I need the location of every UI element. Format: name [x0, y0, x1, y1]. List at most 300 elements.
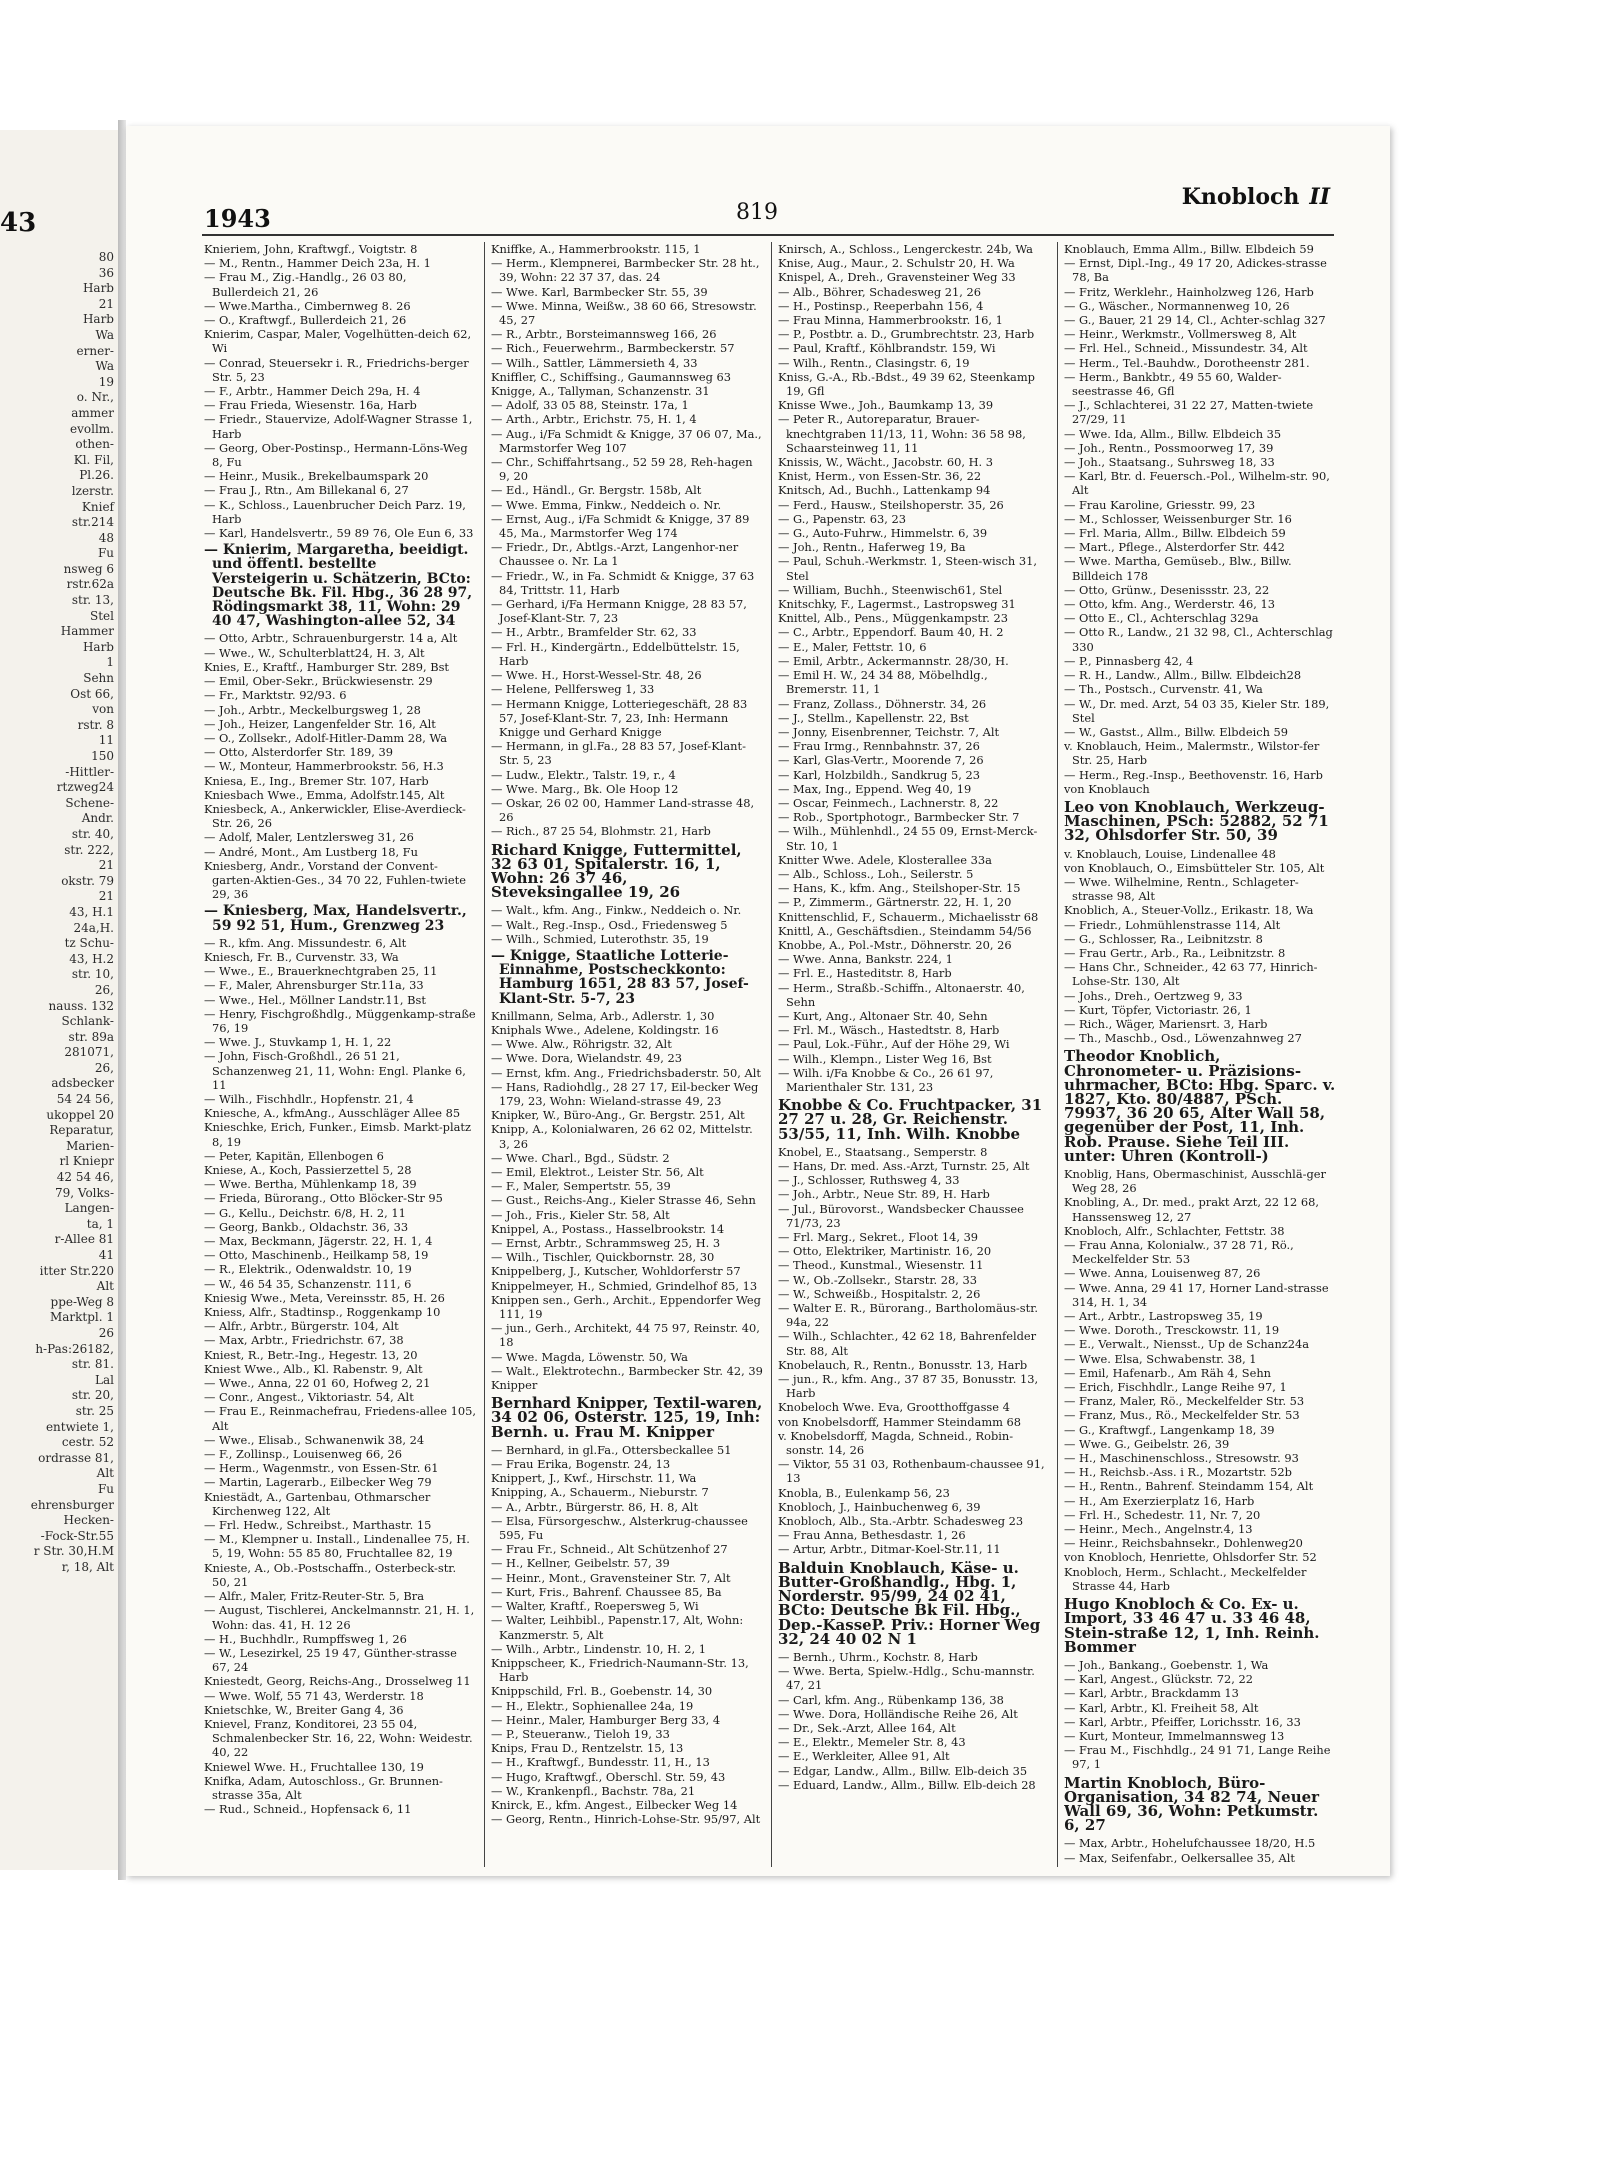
adjacent-page-line: 21	[98, 889, 114, 904]
directory-entry: — Ernst, kfm. Ang., Friedrichsbaderstr. 50, Alt	[491, 1065, 761, 1080]
directory-entry: Leo von Knoblauch, Werkzeug-Maschinen, PSch: 52882, 52 71 32, Ohlsdorfer Str. 50, 39	[1064, 797, 1329, 845]
directory-entry: — Karl, Arbtr., Brackdamm 13	[1064, 1686, 1239, 1701]
directory-entry: — Wwe. Dora, Wielandstr. 49, 23	[491, 1051, 682, 1066]
directory-entry: — Herm., Wagenmstr., von Essen-Str. 61	[204, 1461, 439, 1476]
adjacent-page-line: rl Kniepr	[59, 1154, 114, 1169]
directory-entry: — A., Arbtr., Bürgerstr. 86, H. 8, Alt	[491, 1499, 699, 1514]
directory-entry: Martin Knobloch, Büro-Organisation, 34 82 74, Neuer Wall 69, 36, Wohn: Petkumstr. 6, 27	[1064, 1773, 1320, 1835]
directory-entry: Knies, E., Kraftf., Hamburger Str. 289, Bst	[204, 659, 449, 674]
directory-entry: — Wwe., E., Brauerknechtgraben 25, 11	[204, 964, 438, 979]
directory-entry: Knobloch, Alfr., Schlachter, Fettstr. 38	[1064, 1223, 1285, 1238]
directory-entry: Kniess, Alfr., Stadtinsp., Roggenkamp 10	[204, 1305, 441, 1320]
adjacent-page-line: ehrensburger	[30, 1497, 114, 1512]
directory-entry: Theodor Knoblich, Chronometer- u. Präzisions-uhrmacher, BCto: Hbg. Sparc. v. 1827, Kto. 80/4887, PSch. 79937, 36 20 65, Alter Wall 58, gegenüber der Post, 11, Inh. Rob. Prause. Siehe Teil III. unter: Uhren (Kontroll-)	[1064, 1047, 1336, 1165]
directory-entry: v. Knoblauch, Louise, Lindenallee 48	[1064, 846, 1276, 861]
directory-entry: — Frau M., Zig.-Handlg., 26 03 80, Bullerdeich 21, 26	[204, 270, 407, 299]
adjacent-page-line: Ost 66,	[70, 686, 114, 701]
column-1	[204, 242, 476, 1867]
directory-entry: — Kniesberg, Max, Handelsvertr., 59 92 51, Hum., Grenzweg 23	[204, 903, 467, 934]
adjacent-page-line: str. 222,	[64, 842, 114, 857]
directory-entry: — Paul, Lok.-Führ., Auf der Höhe 29, Wi	[778, 1037, 1010, 1052]
adjacent-page-line: von	[92, 702, 114, 717]
directory-entry: — Wwe. Dora, Holländische Reihe 26, Alt	[778, 1706, 1018, 1721]
adjacent-page-line: Andr.	[81, 811, 114, 826]
directory-entry: — Otto, Arbtr., Schrauenburgerstr. 14 a, Alt	[204, 631, 458, 646]
adjacent-page-line: Lal	[95, 1372, 114, 1387]
adjacent-page-line: 36	[98, 265, 114, 280]
directory-entry: — Arth., Arbtr., Erichstr. 75, H. 1, 4	[491, 412, 697, 427]
directory-entry: Kniphals Wwe., Adelene, Koldingstr. 16	[491, 1022, 719, 1037]
directory-entry: — Knigge, Staatliche Lotterie-Einnahme, Postscheckkonto: Hamburg 1651, 28 83 57, Josef-Klant-Str. 5-7, 23	[491, 947, 749, 1007]
directory-entry: — Henry, Fischgroßhdlg., Müggenkamp-straße 76, 19	[204, 1006, 476, 1035]
adjacent-page-line: 41	[98, 1248, 114, 1262]
directory-entry: — Wwe. Anna, Louisenweg 87, 26	[1064, 1266, 1261, 1281]
directory-entry: — Joh., Arbtr., Meckelburgsweg 1, 28	[204, 702, 421, 717]
directory-entry: — Friedr., Stauervize, Adolf-Wagner Strasse 1, Harb	[204, 412, 473, 441]
directory-entry: — Ernst, Dipl.-Ing., 49 17 20, Adickes-strasse 78, Ba	[1064, 256, 1327, 285]
directory-entry: — O., Zollsekr., Adolf-Hitler-Damm 28, Wa	[204, 730, 448, 745]
directory-entry: — Hugo, Kraftwgf., Oberschl. Str. 59, 43	[491, 1769, 726, 1784]
directory-entry: — Wilh., Arbtr., Lindenstr. 10, H. 2, 1	[491, 1641, 707, 1656]
directory-entry: — G., Schlosser, Ra., Leibnitzstr. 8	[1064, 931, 1263, 946]
directory-entry: — Adolf, Maler, Lentzlersweg 31, 26	[204, 830, 414, 845]
directory-entry: — Wwe., W., Schulterblatt24, H. 3, Alt	[204, 645, 425, 660]
directory-entry: Kniesig Wwe., Meta, Vereinsstr. 85, H. 26	[204, 1290, 445, 1305]
directory-entry: — Ferd., Hausw., Steilshoperstr. 35, 26	[778, 497, 1004, 512]
adjacent-page-line: evollm.	[70, 421, 114, 436]
directory-entry: — Rich., 87 25 54, Blohmstr. 21, Harb	[491, 824, 711, 839]
directory-entry: — Johs., Dreh., Oertzweg 9, 33	[1064, 988, 1243, 1003]
adjacent-page-line: adsbecker	[51, 1076, 114, 1091]
directory-entry: — Conrad, Steuersekr i. R., Friedrichs-berger Str. 5, 23	[204, 355, 469, 384]
adjacent-page-line: Kl. Fil,	[73, 452, 114, 467]
adjacent-page-line: 26	[98, 1325, 114, 1340]
directory-entry: Kniesberg, Andr., Vorstand der Convent-garten-Aktien-Ges., 34 70 22, Fuhlen-twiete 29, 36	[204, 858, 466, 902]
directory-entry: Knittl, A., Geschäftsdien., Steindamm 54/56	[778, 923, 1032, 938]
directory-entry: — Otto, Maschinenb., Heilkamp 58, 19	[204, 1248, 429, 1263]
directory-entry: — Franz, Zollass., Döhnerstr. 34, 26	[778, 696, 987, 711]
adjacent-page-line: Knief	[81, 499, 114, 514]
directory-entry: — Hans, K., kfm. Ang., Steilshoper-Str. 15	[778, 881, 1021, 896]
directory-entry: Knietschke, W., Breiter Gang 4, 36	[204, 1702, 404, 1717]
directory-entry: — Walter E. R., Bürorang., Bartholomäus-str. 94a, 22	[778, 1301, 1039, 1330]
directory-entry: — Knierim, Margaretha, beeidigt. und öffentl. bestellte Versteigerin u. Schätzerin, BCto: Deutsche Bk. Fil. Hbg., 36 28 97, Rödingsmarkt 38, 11, Wohn: 29 40 47, Washington-allee 52, 34	[204, 542, 473, 630]
directory-entry: — Frl. M., Wäsch., Hastedtstr. 8, Harb	[778, 1023, 1000, 1038]
column-divider	[771, 242, 772, 1867]
directory-entry: Kniest, R., Betr.-Ing., Hegestr. 13, 20	[204, 1347, 418, 1362]
directory-entry: — Walter, Kraftf., Roepersweg 5, Wi	[491, 1599, 699, 1614]
adjacent-page-line: r-Allee 81	[54, 1232, 114, 1247]
adjacent-page-line: 26,	[94, 1060, 114, 1075]
directory-entry: — Karl, Angest., Glückstr. 72, 22	[1064, 1672, 1253, 1687]
directory-entry: — Wwe.Martha., Cimbernweg 8. 26	[204, 298, 411, 313]
directory-entry: von Knoblauch, O., Eimsbütteler Str. 105, Alt	[1064, 860, 1325, 875]
column-2	[491, 242, 763, 1867]
directory-entry: — Wilh., Rentn., Clasingstr. 6, 19	[778, 355, 970, 370]
directory-entry: — W., Krankenpfl., Bachstr. 78a, 21	[491, 1783, 696, 1798]
directory-entry: — E., Elektr., Memeler Str. 8, 43	[778, 1735, 966, 1750]
directory-entry: — G., Kellu., Deichstr. 6/8, H. 2, 11	[204, 1205, 406, 1220]
adjacent-page-line: str. 10,	[71, 967, 114, 982]
directory-entry: Knipping, A., Schauerm., Nieburstr. 7	[491, 1485, 709, 1500]
directory-entry: — Karl, Arbtr., Kl. Freiheit 58, Alt	[1064, 1700, 1259, 1715]
directory-entry: — Rud., Schneid., Hopfensack 6, 11	[204, 1802, 412, 1817]
directory-entry: — Karl, Glas-Vertr., Moorende 7, 26	[778, 753, 984, 768]
directory-entry: — P., Steueranw., Tieloh 19, 33	[491, 1726, 670, 1741]
adjacent-page-line: Pl.26.	[79, 468, 114, 483]
adjacent-page-line: 21	[98, 296, 114, 311]
directory-entry: Knippschild, Frl. B., Goebenstr. 14, 30	[491, 1684, 713, 1699]
directory-entry: — Wwe. Anna, 29 41 17, Horner Land-strasse 314, H. 1, 34	[1064, 1280, 1329, 1309]
adjacent-page-line: Harb	[82, 639, 114, 654]
adjacent-page-lines	[0, 250, 118, 1575]
adjacent-page-line: othen-	[75, 437, 114, 452]
directory-entry: — Herm., Tel.-Bauhdw., Dorotheenstr 281.	[1064, 355, 1310, 370]
adjacent-page-line: tz Schu-	[64, 936, 114, 951]
directory-entry: — Herm., Klempnerei, Barmbecker Str. 28 ht., 39, Wohn: 22 37 37, das. 24	[491, 256, 760, 285]
directory-entry: — Wilh., Schlachter., 42 62 18, Bahrenfelder Str. 88, Alt	[778, 1329, 1037, 1358]
adjacent-page-line: 11	[98, 733, 114, 748]
directory-entry: Knitschky, F., Lagermst., Lastropsweg 31	[778, 597, 1016, 612]
directory-entry: — Wwe. Emma, Finkw., Neddeich o. Nr.	[491, 497, 722, 512]
adjacent-page-line: Langen-	[64, 1201, 114, 1216]
directory-entry: — Wwe. Minna, Weißw., 38 60 66, Stresowstr. 45, 27	[491, 298, 757, 328]
adjacent-page-line: r Str. 30,H.M	[33, 1544, 114, 1559]
directory-entry: — Friedr., W., in Fa. Schmidt & Knigge, 37 63 84, Trittstr. 11, Harb	[491, 568, 755, 597]
directory-entry: — Chr., Schiffahrtsang., 52 59 28, Reh-hagen 9, 20	[491, 455, 753, 484]
directory-entry: Kniesa, E., Ing., Bremer Str. 107, Harb	[204, 773, 429, 788]
directory-entry: — P., Pinnasberg 42, 4	[1064, 653, 1194, 668]
directory-entry: Knobling, A., Dr. med., prakt Arzt, 22 12 68, Hanssensweg 12, 27	[1064, 1195, 1319, 1224]
directory-entry: Kniesbach Wwe., Emma, Adolfstr.145, Alt	[204, 787, 445, 802]
adjacent-page-edge	[0, 130, 119, 1870]
page-number: 819	[736, 200, 778, 225]
directory-entry: Kniese, A., Koch, Passierzettel 5, 28	[204, 1163, 412, 1177]
directory-entry: — Wwe. J., Stuvkamp 1, H. 1, 22	[204, 1035, 392, 1050]
directory-entry: — Ernst, Arbtr., Schrammsweg 25, H. 3	[491, 1236, 721, 1251]
directory-entry: Knoblauch, Emma Allm., Billw. Elbdeich 59	[1064, 242, 1314, 256]
directory-entry: — M., Schlosser, Weissenburger Str. 16	[1064, 511, 1292, 526]
directory-entry: — R., Arbtr., Borsteimannsweg 166, 26	[491, 327, 717, 342]
directory-entry: — Frau Gertr., Arb., Ra., Leibnitzstr. 8	[1064, 945, 1286, 960]
adjacent-page-line: ukoppel 20	[46, 1107, 114, 1122]
directory-entry: — Friedr., Dr., Abtlgs.-Arzt, Langenhor-ner Chaussee o. Nr. La 1	[491, 540, 739, 569]
directory-entry: Knittel, Alb., Pens., Müggenkampstr. 23	[778, 611, 1009, 626]
directory-entry: — Jul., Bürovorst., Wandsbecker Chaussee 71/73, 23	[778, 1201, 1024, 1230]
directory-entry: — Karl, Arbtr., Pfeiffer, Lorichsstr. 16, 33	[1064, 1714, 1301, 1729]
directory-entry: Knobla, B., Eulenkamp 56, 23	[778, 1485, 950, 1500]
directory-entry: von Knobloch, Henriette, Ohlsdorfer Str. 52	[1064, 1550, 1317, 1565]
directory-entry: — Alb., Böhrer, Schadesweg 21, 26	[778, 284, 982, 299]
directory-entry: — Ed., Händl., Gr. Bergstr. 158b, Alt	[491, 483, 702, 498]
adjacent-page-line: ta, 1	[86, 1216, 114, 1231]
adjacent-page-line: -Hittler-	[65, 764, 114, 779]
directory-entry: — F., Maler, Ahrensburger Str.11a, 33	[204, 978, 424, 993]
adjacent-page-line: 54 24 56,	[56, 1092, 114, 1107]
directory-entry: von Knobelsdorff, Hammer Steindamm 68	[778, 1414, 1022, 1429]
column-divider	[1057, 242, 1058, 1867]
directory-entry: — August, Tischlerei, Anckelmannstr. 21, H. 1, Wohn: das. 41, H. 12 26	[204, 1603, 475, 1632]
directory-entry: — Frau Fr., Schneid., Alt Schützenhof 27	[491, 1542, 728, 1557]
directory-entry: Knittenschlid, F., Schauerm., Michaelisstr 68	[778, 909, 1039, 924]
directory-entry: — Gust., Reichs-Ang., Kieler Strasse 46, Sehn	[491, 1193, 756, 1208]
directory-entry: Bernhard Knipper, Textil-waren, 34 02 06, Osterstr. 125, 19, Inh: Bernh. u. Frau M. Knipper	[491, 1394, 763, 1441]
adjacent-page-line: 19	[98, 374, 114, 389]
directory-entry: — Max, Arbtr., Hohelufchaussee 18/20, H.5	[1064, 1836, 1316, 1851]
directory-entry: — Frl. H., Schedestr. 11, Nr. 7, 20	[1064, 1507, 1261, 1522]
directory-entry: — Frau Karoline, Griesstr. 99, 23	[1064, 497, 1256, 512]
directory-entry: — Wwe. Doroth., Tresckowstr. 11, 19	[1064, 1323, 1280, 1338]
directory-entry: — Otto, Elektriker, Martinistr. 16, 20	[778, 1244, 992, 1259]
adjacent-page-line: str. 81.	[71, 1357, 114, 1372]
adjacent-page-line: Harb	[82, 312, 114, 327]
directory-entry: — Oscar, Feinmech., Lachnerstr. 8, 22	[778, 795, 999, 810]
directory-entry: — Karl, Btr. d. Feuersch.-Pol., Wilhelm-str. 90, Alt	[1064, 469, 1330, 498]
directory-entry: — G., Papenstr. 63, 23	[778, 511, 906, 526]
directory-entry: — H., Am Exerzierplatz 16, Harb	[1064, 1493, 1255, 1508]
directory-entry: — M., Rentn., Hammer Deich 23a, H. 1	[204, 256, 431, 271]
directory-entry: Kniesbeck, A., Ankerwickler, Elise-Averdieck-Str. 26, 26	[204, 801, 466, 831]
directory-entry: Knitsch, Ad., Buchh., Lattenkamp 94	[778, 483, 991, 498]
running-head-name: Knobloch	[1181, 184, 1300, 210]
directory-entry: — Wwe., Elisab., Schwanenwik 38, 24	[204, 1432, 425, 1447]
running-head-part: II	[1309, 184, 1330, 210]
directory-entry: von Knoblauch	[1064, 781, 1150, 796]
directory-entry: — jun., R., kfm. Ang., 37 87 35, Bonusstr. 13, Harb	[778, 1372, 1039, 1401]
adjacent-page-line: rstr. 8	[77, 717, 114, 732]
directory-entry: v. Knoblauch, Heim., Malermstr., Wilstor-fer Str. 25, Harb	[1064, 739, 1320, 768]
directory-entry: — Frau Frieda, Wiesenstr. 16a, Harb	[204, 398, 417, 413]
directory-entry: — Max, Beckmann, Jägerstr. 22, H. 1, 4	[204, 1234, 433, 1249]
directory-entry: — H., Postinsp., Reeperbahn 156, 4	[778, 298, 984, 313]
directory-entry: — Wwe. Magda, Löwenstr. 50, Wa	[491, 1349, 688, 1364]
directory-entry: — Frau Minna, Hammerbrookstr. 16, 1	[778, 313, 1003, 328]
directory-entry: — Max, Arbtr., Friedrichstr. 67, 38	[204, 1333, 404, 1348]
directory-entry: Knise, Aug., Maur., 2. Schulstr 20, H. Wa	[778, 256, 1015, 271]
directory-entry: — K., Schloss., Lauenbrucher Deich Parz. 19, Harb	[204, 497, 466, 526]
directory-entry: Knobbe, A., Pol.-Mstr., Döhnerstr. 20, 26	[778, 937, 1012, 952]
directory-entry: Knillmann, Selma, Arb., Adlerstr. 1, 30	[491, 1008, 715, 1023]
adjacent-page-line: okstr. 79	[61, 873, 114, 888]
directory-entry: — G., Bauer, 21 29 14, Cl., Achter-schlag 327	[1064, 313, 1326, 328]
directory-entry: Kniffler, C., Schiffsing., Gaumannsweg 63	[491, 369, 732, 384]
directory-entry: — J., Schlosser, Ruthsweg 4, 33	[778, 1173, 960, 1188]
directory-entry: — Rich., Feuerwehrm., Barmbeckerstr. 57	[491, 341, 735, 356]
directory-entry: — Wwe. Martha, Gemüseb., Blw., Billw. Billdeich 178	[1064, 554, 1292, 583]
adjacent-page-line: itter Str.220	[39, 1263, 114, 1278]
directory-entry: — Georg, Ober-Postinsp., Hermann-Löns-Weg 8, Fu	[204, 440, 468, 470]
directory-entry: — Bernhard, in gl.Fa., Ottersbeckallee 51	[491, 1442, 732, 1457]
adjacent-page-line: 1	[106, 655, 114, 670]
directory-entry: — F., Arbtr., Hammer Deich 29a, H. 4	[204, 384, 421, 399]
adjacent-page-line: str.214	[71, 515, 114, 530]
directory-entry: — R., kfm. Ang. Missundestr. 6, Alt	[204, 935, 407, 950]
directory-entry: Knobel, E., Staatsang., Semperstr. 8	[778, 1144, 988, 1159]
directory-entry: — H., Maschinenschloss., Stresowstr. 93	[1064, 1451, 1299, 1466]
adjacent-page-line: Marktpl. 1	[49, 1310, 114, 1325]
directory-entry: — Frl. Marg., Sekret., Floot 14, 39	[778, 1230, 979, 1245]
directory-entry: — Rich., Wäger, Mariensrt. 3, Harb	[1064, 1016, 1268, 1031]
directory-entry: Knippen sen., Gerh., Archit., Eppendorfer Weg 111, 19	[491, 1292, 761, 1322]
directory-entry: — Frau Irmg., Rennbahnstr. 37, 26	[778, 739, 980, 754]
directory-entry: Knitter Wwe. Adele, Klosterallee 33a	[778, 852, 992, 867]
adjacent-page-line: 281071,	[64, 1045, 114, 1060]
directory-entry: Knobeloch Wwe. Eva, Grootthoffgasse 4	[778, 1400, 1010, 1415]
directory-entry: — F., Maler, Sempertstr. 55, 39	[491, 1179, 671, 1194]
adjacent-page-line: Harb	[82, 281, 114, 296]
adjacent-page-year: 43	[0, 208, 37, 238]
directory-entry: — Th., Maschb., Osd., Löwenzahnweg 27	[1064, 1031, 1302, 1046]
directory-entry: — Walt., kfm. Ang., Finkw., Neddeich o. Nr.	[491, 903, 742, 918]
directory-entry: — Wilh., Fischhdlr., Hopfenstr. 21, 4	[204, 1091, 414, 1106]
directory-entry: Hugo Knobloch & Co. Ex- u. Import, 33 46 47 u. 33 46 48, Stein-straße 12, 1, Inh. Reinh. Bommer	[1064, 1595, 1320, 1656]
directory-entry: — E., Werkleiter, Allee 91, Alt	[778, 1749, 950, 1764]
directory-entry: — Georg, Rentn., Hinrich-Lohse-Str. 95/97, Alt	[491, 1812, 761, 1827]
directory-entry: Knobloch, Alb., Sta.-Arbtr. Schadesweg 23	[778, 1514, 1024, 1529]
directory-entry: — P., Zimmerm., Gärtnerstr. 22, H. 1, 20	[778, 895, 1012, 910]
directory-entry: Knirck, E., kfm. Angest., Eilbecker Weg 14	[491, 1797, 738, 1812]
directory-entry: — Conr., Angest., Viktoriastr. 54, Alt	[204, 1390, 414, 1405]
directory-entry: — W., Dr. med. Arzt, 54 03 35, Kieler Str. 189, Stel	[1064, 696, 1330, 725]
directory-entry: — Joh., Bankang., Goebenstr. 1, Wa	[1064, 1657, 1269, 1672]
column-4	[1064, 242, 1336, 1867]
directory-page	[126, 126, 1390, 1876]
directory-entry: — William, Buchh., Steenwisch61, Stel	[778, 582, 1003, 597]
directory-entry: Knipper	[491, 1378, 538, 1393]
directory-entry: — Paul, Kraftf., Köhlbrandstr. 159, Wi	[778, 341, 996, 356]
adjacent-page-line: rtzweg24	[56, 780, 114, 795]
directory-columns	[204, 242, 1334, 1867]
directory-entry: — W., 46 54 35, Schanzenstr. 111, 6	[204, 1276, 412, 1291]
directory-entry: — Hans Chr., Schneider., 42 63 77, Hinrich-Lohse-Str. 130, Alt	[1064, 960, 1318, 989]
directory-entry: — Walt., Reg.-Insp., Osd., Friedensweg 5	[491, 917, 728, 932]
directory-entry: — Frau J., Rtn., Am Billekanal 6, 27	[204, 483, 409, 498]
directory-entry: — Gerhard, i/Fa Hermann Knigge, 28 83 57, Josef-Klant-Str. 7, 23	[491, 597, 747, 626]
directory-entry: — Kurt, Monteur, Immelmannsweg 13	[1064, 1728, 1285, 1743]
directory-entry: — Eduard, Landw., Allm., Billw. Elb-deich 28	[778, 1777, 1036, 1792]
adjacent-page-line: Alt	[96, 1279, 114, 1294]
directory-entry: — Joh., Rentn., Haferweg 19, Ba	[778, 540, 966, 555]
directory-entry: Knippel, A., Postass., Hasselbrookstr. 14	[491, 1221, 725, 1236]
directory-entry: — Herm., Reg.-Insp., Beethovenstr. 16, Harb	[1064, 767, 1323, 782]
adjacent-page-line: Reparatur,	[49, 1123, 114, 1138]
directory-entry: — Frl. Maria, Allm., Billw. Elbdeich 59	[1064, 526, 1286, 541]
directory-entry: — André, Mont., Am Lustberg 18, Fu	[204, 844, 418, 859]
directory-entry: — Elsa, Fürsorgeschw., Alsterkrug-chaussee 595, Fu	[491, 1513, 748, 1543]
directory-entry: — Wwe. Elsa, Schwabenstr. 38, 1	[1064, 1351, 1257, 1366]
directory-entry: Knippscheer, K., Friedrich-Naumann-Str. 13, Harb	[491, 1655, 749, 1685]
adjacent-page-line: nsweg 6	[63, 561, 114, 576]
directory-entry: — Frl. Hedw., Schreibst., Marthastr. 15	[204, 1518, 432, 1533]
directory-entry: — Herm., Straßb.-Schiffn., Altonaerstr. 40, Sehn	[778, 980, 1025, 1009]
directory-entry: — Edgar, Landw., Allm., Billw. Elb-deich 35	[778, 1763, 1028, 1778]
directory-entry: — Wwe. Karl, Barmbecker Str. 55, 39	[491, 284, 708, 299]
directory-entry: — C., Arbtr., Eppendorf. Baum 40, H. 2	[778, 625, 1004, 640]
directory-entry: — Hans, Radiohdlg., 28 27 17, Eil-becker Weg 179, 23, Wohn: Wieland-strasse 49, 23	[491, 1079, 759, 1108]
directory-entry: — Wwe. H., Horst-Wessel-Str. 48, 26	[491, 668, 702, 683]
directory-entry: — G., Kraftwgf., Langenkamp 18, 39	[1064, 1422, 1275, 1437]
adjacent-page-line: r, 18, Alt	[61, 1559, 114, 1574]
directory-entry: — Frau E., Reinmachefrau, Friedens-allee 105, Alt	[204, 1404, 476, 1433]
adjacent-page-line: Wa	[95, 359, 114, 374]
adjacent-page-line: Schene-	[65, 795, 114, 810]
adjacent-page-line: nauss. 132	[48, 998, 114, 1013]
directory-entry: — Max, Ing., Eppend. Weg 40, 19	[778, 781, 972, 796]
directory-entry: — E., Maler, Fettstr. 10, 6	[778, 639, 927, 654]
directory-entry: — H., Kraftwgf., Bundesstr. 11, H., 13	[491, 1755, 710, 1770]
directory-entry: Knobloch, J., Hainbuchenweg 6, 39	[778, 1499, 981, 1514]
directory-entry: — Carl, kfm. Ang., Rübenkamp 136, 38	[778, 1692, 1004, 1707]
directory-entry: — Theod., Kunstmal., Wiesenstr. 11	[778, 1258, 984, 1273]
directory-entry: — Jonny, Eisenbrenner, Teichstr. 7, Alt	[778, 724, 1000, 739]
directory-entry: — Frau M., Fischhdlg., 24 91 71, Lange Reihe 97, 1	[1064, 1743, 1331, 1772]
directory-entry: — H., Elektr., Sophienallee 24a, 19	[491, 1698, 694, 1713]
directory-entry: — Emil H. W., 24 34 88, Möbelhdlg., Bremerstr. 11, 1	[778, 668, 988, 697]
directory-entry: — Wwe., Hel., Möllner Landstr.11, Bst	[204, 992, 426, 1007]
header-rule	[202, 234, 1334, 236]
directory-entry: — R. H., Landw., Allm., Billw. Elbdeich28	[1064, 668, 1302, 683]
directory-entry: — W., Gastst., Allm., Billw. Elbdeich 59	[1064, 724, 1289, 739]
adjacent-page-line: ammer	[71, 405, 114, 420]
directory-entry: — Fritz, Werklehr., Hainholzweg 126, Harb	[1064, 284, 1314, 299]
directory-entry: — Alfr., Maler, Fritz-Reuter-Str. 5, Bra	[204, 1589, 425, 1604]
directory-entry: — W., Monteur, Hammerbrookstr. 56, H.3	[204, 759, 444, 774]
directory-entry: — W., Schweißb., Hospitalstr. 2, 26	[778, 1286, 981, 1301]
directory-entry: — Heinr., Mech., Angelnstr.4, 13	[1064, 1522, 1253, 1537]
directory-entry: — Ernst, Aug., i/Fa Schmidt & Knigge, 37 89 45, Ma., Marmstorfer Weg 174	[491, 511, 750, 541]
directory-entry: — Helene, Pellfersweg 1, 33	[491, 682, 655, 697]
directory-entry: — Frau Erika, Bogenstr. 24, 13	[491, 1457, 671, 1472]
adjacent-page-line: o. Nr.,	[76, 390, 114, 405]
directory-entry: Knieschke, Erich, Funker., Eimsb. Markt-platz 8, 19	[204, 1120, 471, 1149]
directory-entry: Kniestedt, Georg, Reichs-Ang., Drosselweg 11	[204, 1674, 471, 1689]
directory-entry: Knippelmeyer, H., Schmied, Grindelhof 85, 13	[491, 1278, 758, 1293]
adjacent-page-line: str. 20,	[71, 1388, 114, 1403]
directory-entry: Balduin Knoblauch, Käse- u. Butter-Großhandlg., Hbg. 1, Norderstr. 95/99, 24 02 41, BCto: Deutsche Bk Fil. Hbg., Dep.-KasseP. Priv.: Horner Weg 32, 24 40 02 N 1	[778, 1558, 1041, 1648]
directory-entry: — Wwe. Berta, Spielw.-Hdlg., Schu-mannstr. 47, 21	[778, 1664, 1035, 1693]
directory-entry: Knips, Frau D., Rentzelstr. 15, 13	[491, 1741, 684, 1756]
page-header	[126, 126, 1390, 233]
directory-entry: — Joh., Heizer, Langenfelder Str. 16, Alt	[204, 716, 436, 731]
column-3	[778, 242, 1050, 1867]
directory-entry: — Walt., Elektrotechn., Barmbecker Str. 42, 39	[491, 1363, 763, 1378]
directory-entry: — Dr., Sek.-Arzt, Allee 164, Alt	[778, 1720, 956, 1735]
directory-entry: — Mart., Pflege., Alsterdorfer Str. 442	[1064, 540, 1285, 555]
directory-entry: — Franz, Mus., Rö., Meckelfelder Str. 53	[1064, 1408, 1300, 1423]
adjacent-page-line: ppe-Weg 8	[50, 1294, 114, 1309]
directory-entry: Knipker, W., Büro-Ang., Gr. Bergstr. 251, Alt	[491, 1108, 745, 1123]
directory-entry: — Frl. E., Hasteditstr. 8, Harb	[778, 966, 952, 981]
adjacent-page-line: Marien-	[66, 1138, 114, 1153]
adjacent-page-line: 43, H.1	[69, 904, 114, 919]
directory-entry: Knievel, Franz, Konditorei, 23 55 04, Schmalenbecker Str. 16, 22, Wohn: Weidestr. 40, 22	[204, 1716, 473, 1760]
directory-entry: Knipp, A., Kolonialwaren, 26 62 02, Mittelstr. 3, 26	[491, 1122, 753, 1151]
adjacent-page-line: Fu	[97, 1481, 114, 1496]
directory-entry: — Wwe., Anna, 22 01 60, Hofweg 2, 21	[204, 1376, 431, 1391]
directory-entry: — R., Elektrik., Odenwaldstr. 10, 19	[204, 1262, 412, 1277]
directory-entry: — Frl. Hel., Schneid., Missundestr. 34, Alt	[1064, 341, 1308, 356]
directory-entry: — Otto, kfm. Ang., Werderstr. 46, 13	[1064, 597, 1276, 612]
directory-entry: — G., Auto-Fuhrw., Himmelstr. 6, 39	[778, 526, 988, 541]
adjacent-page-line: 150	[91, 749, 114, 763]
directory-entry: — Frau Anna, Kolonialw., 37 28 71, Rö., Meckelfelder Str. 53	[1064, 1238, 1294, 1267]
directory-entry: — Hermann Knigge, Lotteriegeschäft, 28 83 57, Josef-Klant-Str. 7, 23, Inh: Hermann Knigge und Gerhard Knigge	[491, 696, 748, 739]
directory-entry: — J., Stellm., Kapellenstr. 22, Bst	[778, 710, 969, 725]
adjacent-page-line: 21	[98, 858, 114, 873]
book-gutter	[118, 120, 126, 1880]
adjacent-page-line: -Fock-Str.55	[40, 1528, 114, 1543]
directory-entry: Knierim, Caspar, Maler, Vogelhütten-deich 62, Wi	[204, 327, 472, 356]
